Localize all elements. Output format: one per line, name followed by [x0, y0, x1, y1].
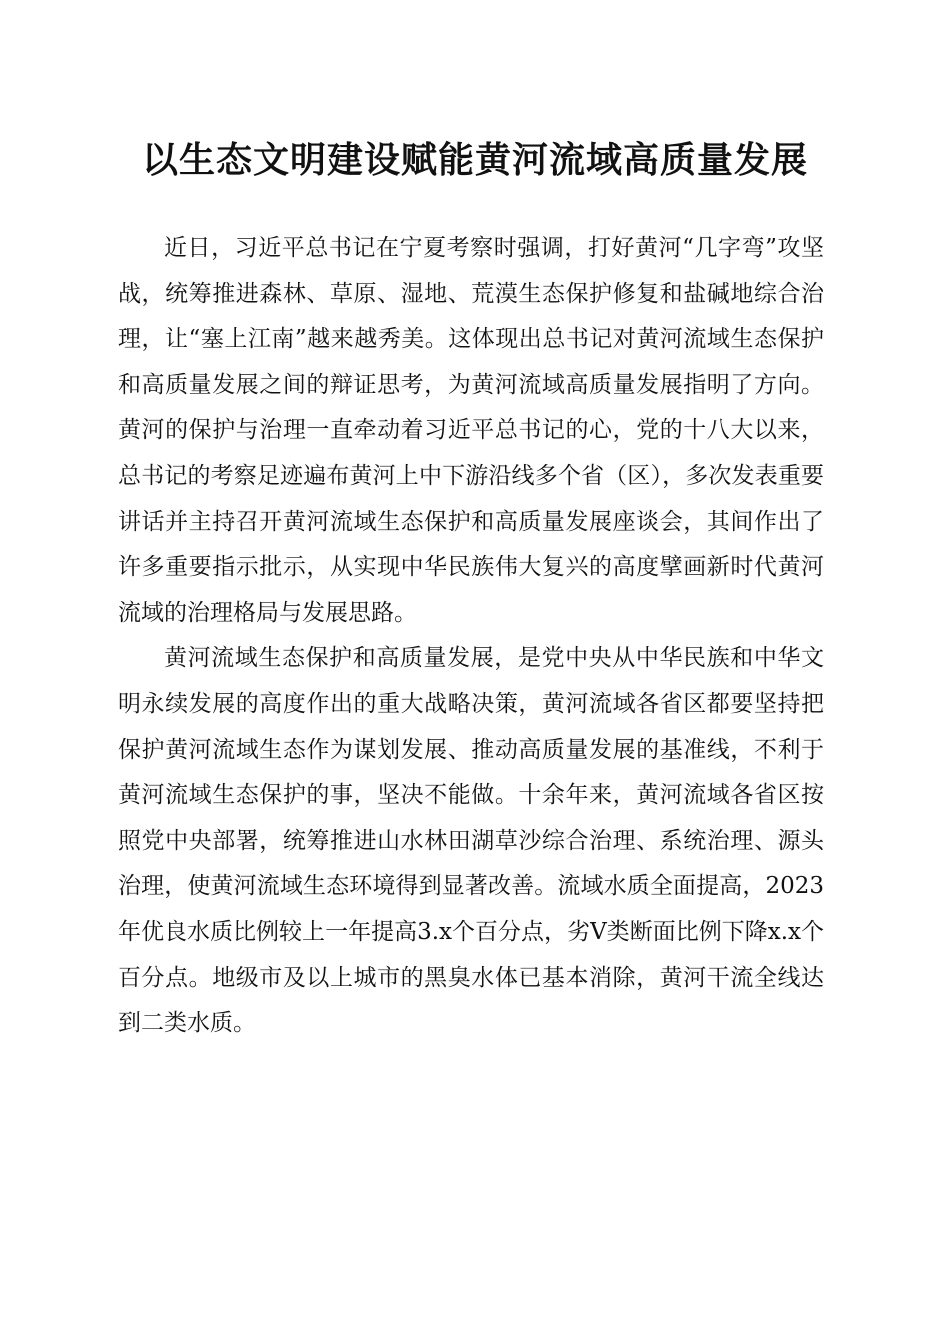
paragraph-2: 黄河流域生态保护和高质量发展，是党中央从中华民族和中华文明永续发展的高度作出的重大战略决策，黄河流域各省区都要坚持把保护黄河流域生态作为谋划发展、推动高质量发展的基准线，不利于黄河流域生态保护的事，坚决不能做。十余年来，黄河流域各省区按照党中央部署，统筹推进山水林田湖草沙综合治理、系统治理、源头治理，使黄河流域生态环境得到显著改善。流域水质全面提高，2023年优良水质比例较上一年提高3.x个百分点，劣Ⅴ类断面比例下降x.x个百分点。地级市及以上城市的黑臭水体已基本消除，黄河干流全线达到二类水质。	[118, 645, 824, 1037]
document-title: 以生态文明建设赋能黄河流域高质量发展	[141, 139, 808, 181]
paragraph-1: 近日，习近平总书记在宁夏考察时强调，打好黄河“几字弯”攻坚战，统筹推进森林、草原、湿地、荒漠生态保护修复和盐碱地综合治理，让“塞上江南”越来越秀美。这体现出总书记对黄河流域生态保护和高质量发展之间的辩证思考，为黄河流域高质量发展指明了方向。黄河的保护与治理一直牵动着习近平总书记的心，党的十八大以来，总书记的考察足迹遍布黄河上中下游沿线多个省（区），多次发表重要讲话并主持召开黄河流域生态保护和高质量发展座谈会，其间作出了许多重要指示批示，从实现中华民族伟大复兴的高度擘画新时代黄河流域的治理格局与发展思路。	[118, 235, 824, 626]
document-body	[118, 226, 824, 1047]
